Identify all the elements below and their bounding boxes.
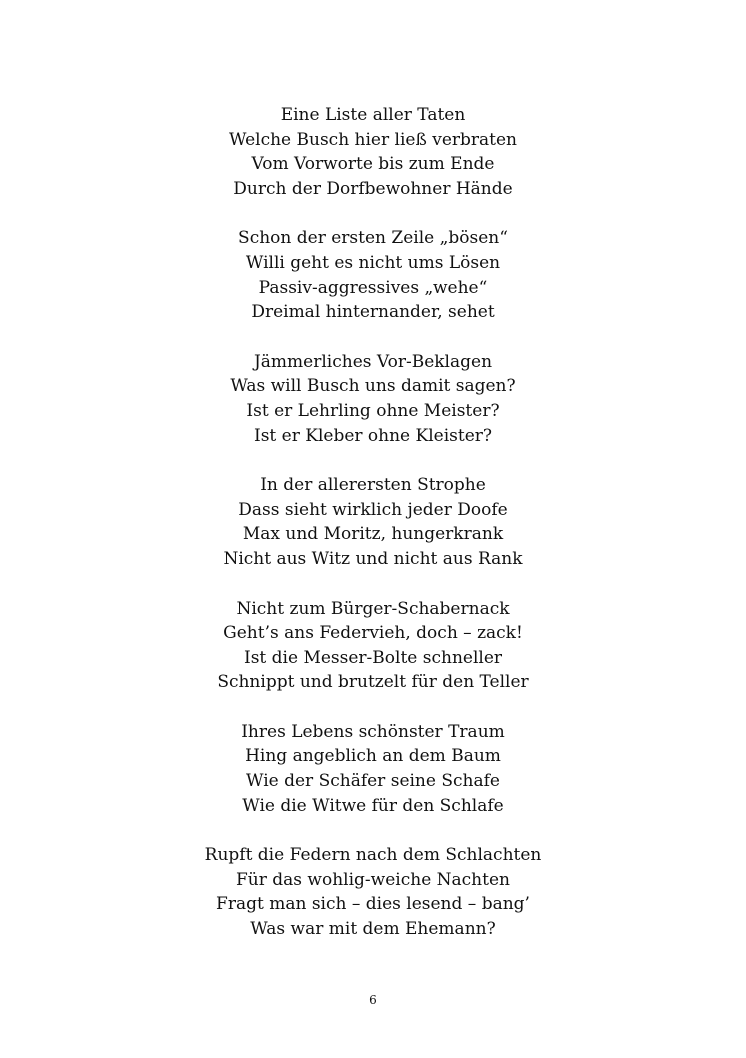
poem-line: Jämmerliches Vor-Beklagen [253, 351, 493, 372]
poem-line: Durch der Dorfbewohner Hände [233, 178, 513, 199]
poem-line: Geht’s ans Federvieh, doch – zack! [223, 623, 523, 644]
poem-line: Ist er Lehrling ohne Meister? [246, 400, 500, 421]
poem-line: Ist er Kleber ohne Kleister? [253, 425, 493, 446]
poem-line: In der allerersten Strophe [260, 475, 486, 496]
poem-line: Wie die Witwe für den Schlafe [242, 795, 504, 816]
poem-line: Max und Moritz, hungerkrank [242, 524, 504, 545]
stanza-1 [0, 103, 746, 201]
poem-line: Ist die Messer-Bolte schneller [243, 647, 503, 668]
poem-line: Was war mit dem Ehemann? [250, 919, 496, 940]
poem-line: Hing angeblich an dem Baum [245, 746, 501, 767]
poem-line: Rupft die Federn nach dem Schlachten [204, 845, 542, 866]
stanza-5 [0, 597, 746, 695]
poem-line: Für das wohlig-weiche Nachten [236, 869, 510, 890]
poem-line: Dass sieht wirklich jeder Doofe [238, 499, 508, 520]
poem-line: Was will Busch uns damit sagen? [230, 376, 516, 397]
poem-line: Ihres Lebens schönster Traum [241, 721, 505, 742]
poem-line: Nicht zum Bürger-Schabernack [236, 598, 510, 619]
poem-line: Passiv-aggressives „wehe“ [258, 277, 488, 298]
stanza-4 [0, 473, 746, 571]
poem-line: Eine Liste aller Taten [280, 105, 466, 125]
stanza-7 [0, 843, 746, 941]
page-number: 6 [369, 993, 377, 1007]
poem-line: Nicht aus Witz und nicht aus Rank [223, 548, 523, 569]
poem-line: Willi geht es nicht ums Lösen [245, 252, 501, 273]
poem-line: Vom Vorworte bis zum Ende [251, 154, 495, 175]
poem-line: Wie der Schäfer seine Schafe [246, 771, 500, 792]
poem [0, 103, 746, 967]
stanza-6 [0, 720, 746, 818]
poem-line: Schnippt und brutzelt für den Teller [217, 672, 529, 693]
poem-line: Fragt man sich – dies lesend – bang’ [216, 894, 530, 915]
poem-line: Dreimal hinternander, sehet [251, 302, 495, 323]
poem-line: Schon der ersten Zeile „bösen“ [238, 228, 508, 249]
stanza-2 [0, 226, 746, 324]
poem-line: Welche Busch hier ließ verbraten [228, 129, 517, 150]
stanza-3 [0, 350, 746, 448]
